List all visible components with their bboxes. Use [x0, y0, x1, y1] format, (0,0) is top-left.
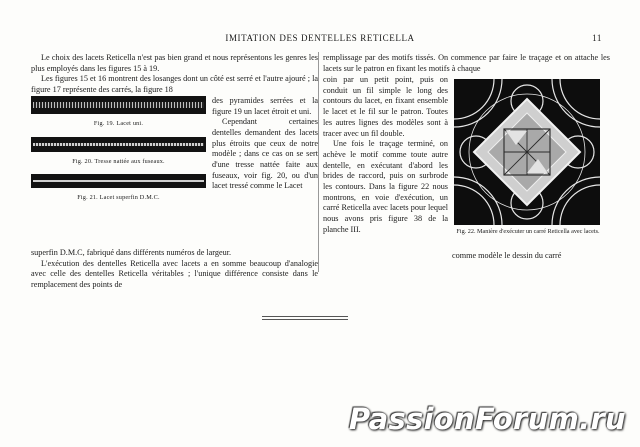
figure-22-image [454, 79, 600, 225]
left-paragraph-2b: des pyramides serrées et la figure 19 un lacet étroit et uni. [212, 95, 318, 116]
column-divider [318, 52, 319, 272]
right-column-tail [452, 251, 610, 262]
page-number: 11 [592, 33, 602, 43]
watermark-logo: PassionForum.ru [348, 402, 626, 436]
right-paragraph-2-tail: comme modèle le dessin du carré [452, 251, 562, 260]
right-paragraph-2: Une fois le traçage terminé, on achève le motif comme toute autre dentelle, en exécutant d'abord les brides de raccord, puis on surbrode les contours. Dans la figure 22 nous montrons, en voie d'exécution, un carré Reticella avec lacets pour lequel nous avons pris figure 38 de la planche III. [323, 139, 448, 234]
section-ornament-rule [262, 316, 348, 321]
caption-fig-22: Fig. 22. Manière d'exécuter un carré Reticella avec lacets. [456, 228, 600, 235]
wrapped-text [212, 96, 318, 192]
figures-19-21 [31, 96, 206, 211]
caption-fig-21: Fig. 21. Lacet superfin D.M.C. [77, 194, 160, 202]
right-paragraph-1: remplissage par des motifs tissés. On commence par faire le traçage et on attache les lacets sur le patron en fixant les motifs à chaque [323, 53, 610, 73]
caption-fig-20: Fig. 20. Tresse nattée aux fuseaux. [72, 157, 165, 165]
header-title: IMITATION DES DENTELLES RETICELLA [225, 33, 415, 43]
figure-wrap-area [31, 96, 318, 248]
figure-21-lace [31, 174, 206, 188]
left-paragraph-2a: Les figures 15 et 16 montrent des losanges dont un côté est serré et l'autre ajouré ; la figure 17 représente des carrés, la figure 18 [31, 74, 318, 95]
right-paragraph-1b: coin par un petit point, puis on conduit un fil simple le long des contours du lacet, en fixant ensemble le lacet et le fil sur le patron. Toutes les autres lignes des modèles sont à tracer avec un fil double. [323, 75, 448, 138]
left-column [31, 53, 318, 291]
right-column-narrow [323, 75, 448, 236]
left-paragraph-4: L'exécution des dentelles Reticella avec lacets a en somme beaucoup d'analogie avec celle des dentelles Reticella véritables ; l'unique différence consiste dans le remplacement des points de [31, 258, 318, 289]
left-paragraph-3b: superfin D.M.C, fabriqué dans différents numéros de largeur. [31, 247, 232, 257]
left-paragraph-3: Cependant certaines dentelles demandent des lacets plus étroits que ceux de notre modèle ; dans ce cas on se sert d'une tresse nattée faite aux fuseaux, voir fig. 20, ou d'un lacet tressé comme le Lacet [212, 117, 318, 191]
right-column-top [323, 53, 610, 74]
figure-19-lace [31, 96, 206, 114]
left-paragraph-1: Le choix des lacets Reticella n'est pas bien grand et nous représentons les genres les plus employés dans les figures 15 à 19. [31, 53, 318, 73]
caption-fig-19: Fig. 19. Lacet uni. [93, 119, 144, 127]
figure-20-braid [31, 137, 206, 152]
reticella-square-drawing [454, 79, 600, 225]
